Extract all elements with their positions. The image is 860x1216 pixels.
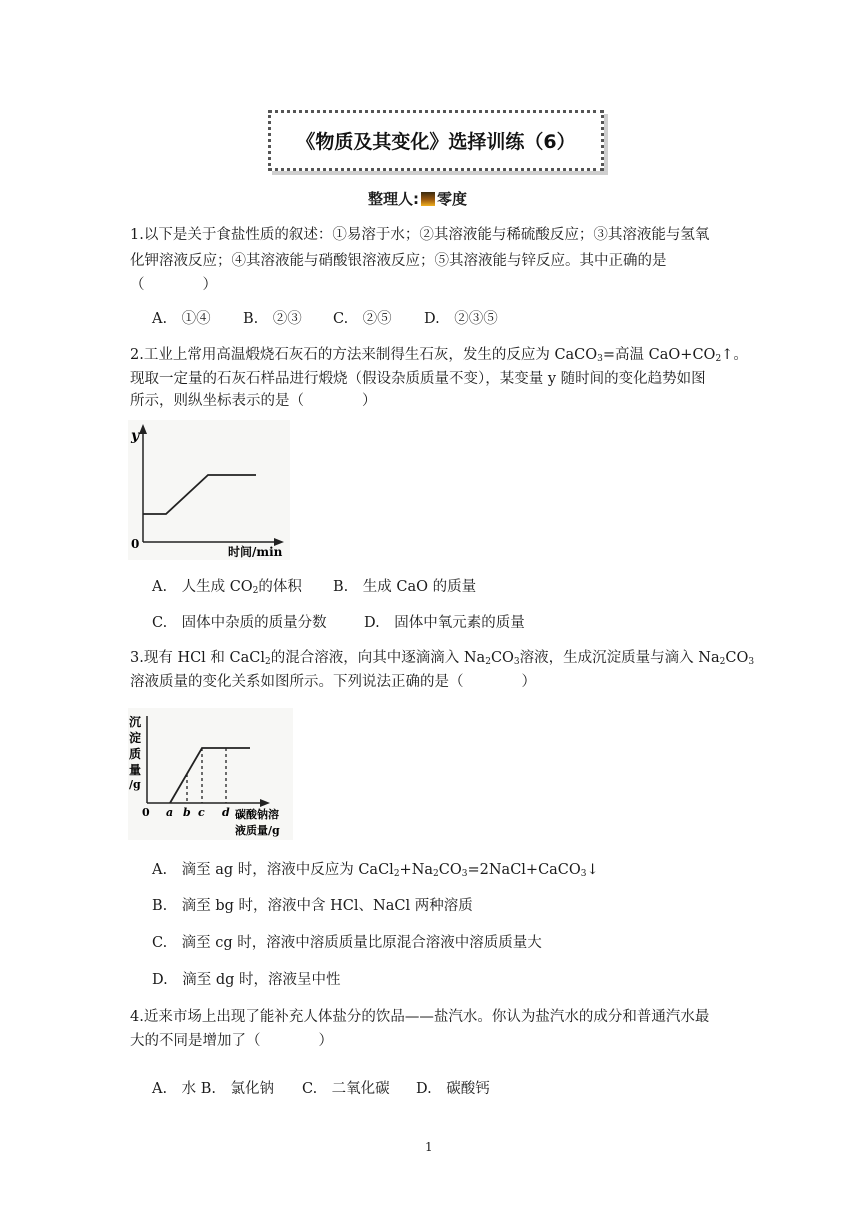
q3-line-2: 溶液质量的变化关系如图所示。下列说法正确的是（ ） <box>130 674 536 690</box>
q2-option-b: B. 生成 CaO 的质量 <box>333 579 477 595</box>
q3-graph-tick-a: a <box>166 806 174 819</box>
q1-option-b: B. ②③ <box>243 311 302 327</box>
q3-option-a: A. 滴至 ag 时，溶液中反应为 $CaCl_2+Na_2CO_3=2NaCl+CaCO_3↓$ <box>152 862 599 879</box>
q3-graph-x-label-1: 碳酸钠溶 <box>235 808 279 821</box>
q3-graph-y-label-1: 沉 <box>129 715 142 729</box>
q3-graph <box>128 708 293 840</box>
q3-option-b: B. 滴至 bg 时，溶液中含 HCl、NaCl 两种溶质 <box>152 898 473 914</box>
q2-option-c: C. 固体中杂质的质量分数 <box>152 615 327 631</box>
author-label: 整理人: <box>368 190 419 208</box>
author-avatar-icon <box>421 192 435 206</box>
q2-graph <box>128 420 290 560</box>
q2-line-1: 2.工业上常用高温煅烧石灰石的方法来制得生石灰，发生的反应为 CaCO$_3$=高温 $CaO+CO_2↑$。 <box>130 347 748 364</box>
q2-graph-origin: 0 <box>131 537 140 551</box>
q1-line-2: 化钾溶液反应；④其溶液能与硝酸银溶液反应；⑤其溶液能与锌反应。其中正确的是 <box>130 253 667 269</box>
q2-line-3: 所示，则纵坐标表示的是（ ） <box>130 393 377 409</box>
q3-graph-y-label-3: 质 <box>129 747 142 761</box>
q3-line-1: 3.现有 HCl 和 CaCl$_2$的混合溶液，向其中逐滴滴入 $Na_2CO_3$溶液，生成沉淀质量与滴入 $Na_2CO_3$ <box>130 650 755 667</box>
title-box <box>268 110 604 171</box>
q3-graph-y-label-5: /g <box>129 778 141 791</box>
q2-option-d: D. 固体中氧元素的质量 <box>364 615 525 631</box>
q1-option-c: C. ②⑤ <box>333 311 392 327</box>
author-line <box>368 188 467 209</box>
author-name: 零度 <box>437 190 468 208</box>
q2-graph-y-label: y <box>131 428 140 444</box>
q3-graph-y-label-2: 淀 <box>129 731 142 745</box>
q3-option-d: D. 滴至 dg 时，溶液呈中性 <box>152 972 341 988</box>
q1-option-d: D. ②③⑤ <box>424 311 498 327</box>
q3-option-c: C. 滴至 cg 时，溶液中溶质质量比原混合溶液中溶质质量大 <box>152 935 542 951</box>
q4-option-c: C. 二氧化碳 <box>302 1081 390 1097</box>
q3-graph-tick-d: d <box>222 806 230 819</box>
q2-option-a: A. 人生成 $CO_2$的体积 <box>152 579 302 596</box>
q4-option-ab: A. 水 B. 氯化钠 <box>152 1081 274 1097</box>
q1-option-a: A. ①④ <box>152 311 211 327</box>
q4-line-1: 4.近来市场上出现了能补充人体盐分的饮品——盐汽水。你认为盐汽水的成分和普通汽水最 <box>130 1009 710 1025</box>
page-number: 1 <box>425 1140 433 1154</box>
q3-graph-y-label-4: 量 <box>129 763 142 777</box>
document-title: 《物质及其变化》选择训练（6） <box>296 131 576 153</box>
q1-line-1: 1.以下是关于食盐性质的叙述：①易溶于水；②其溶液能与稀硫酸反应；③其溶液能与氢氧 <box>130 227 710 243</box>
q1-line-3: （ ） <box>130 277 217 293</box>
q3-graph-origin: 0 <box>142 806 150 819</box>
q2-line-2: 现取一定量的石灰石样品进行煅烧（假设杂质质量不变），某变量 y 随时间的变化趋势如图 <box>130 371 706 387</box>
q3-graph-tick-b: b <box>183 806 191 819</box>
q3-graph-tick-c: c <box>198 806 205 819</box>
q3-graph-x-label-2: 液质量/g <box>235 824 280 837</box>
q4-line-2: 大的不同是增加了（ ） <box>130 1033 333 1049</box>
q4-option-d: D. 碳酸钙 <box>416 1081 490 1097</box>
q2-graph-x-label: 时间/min <box>228 545 283 559</box>
